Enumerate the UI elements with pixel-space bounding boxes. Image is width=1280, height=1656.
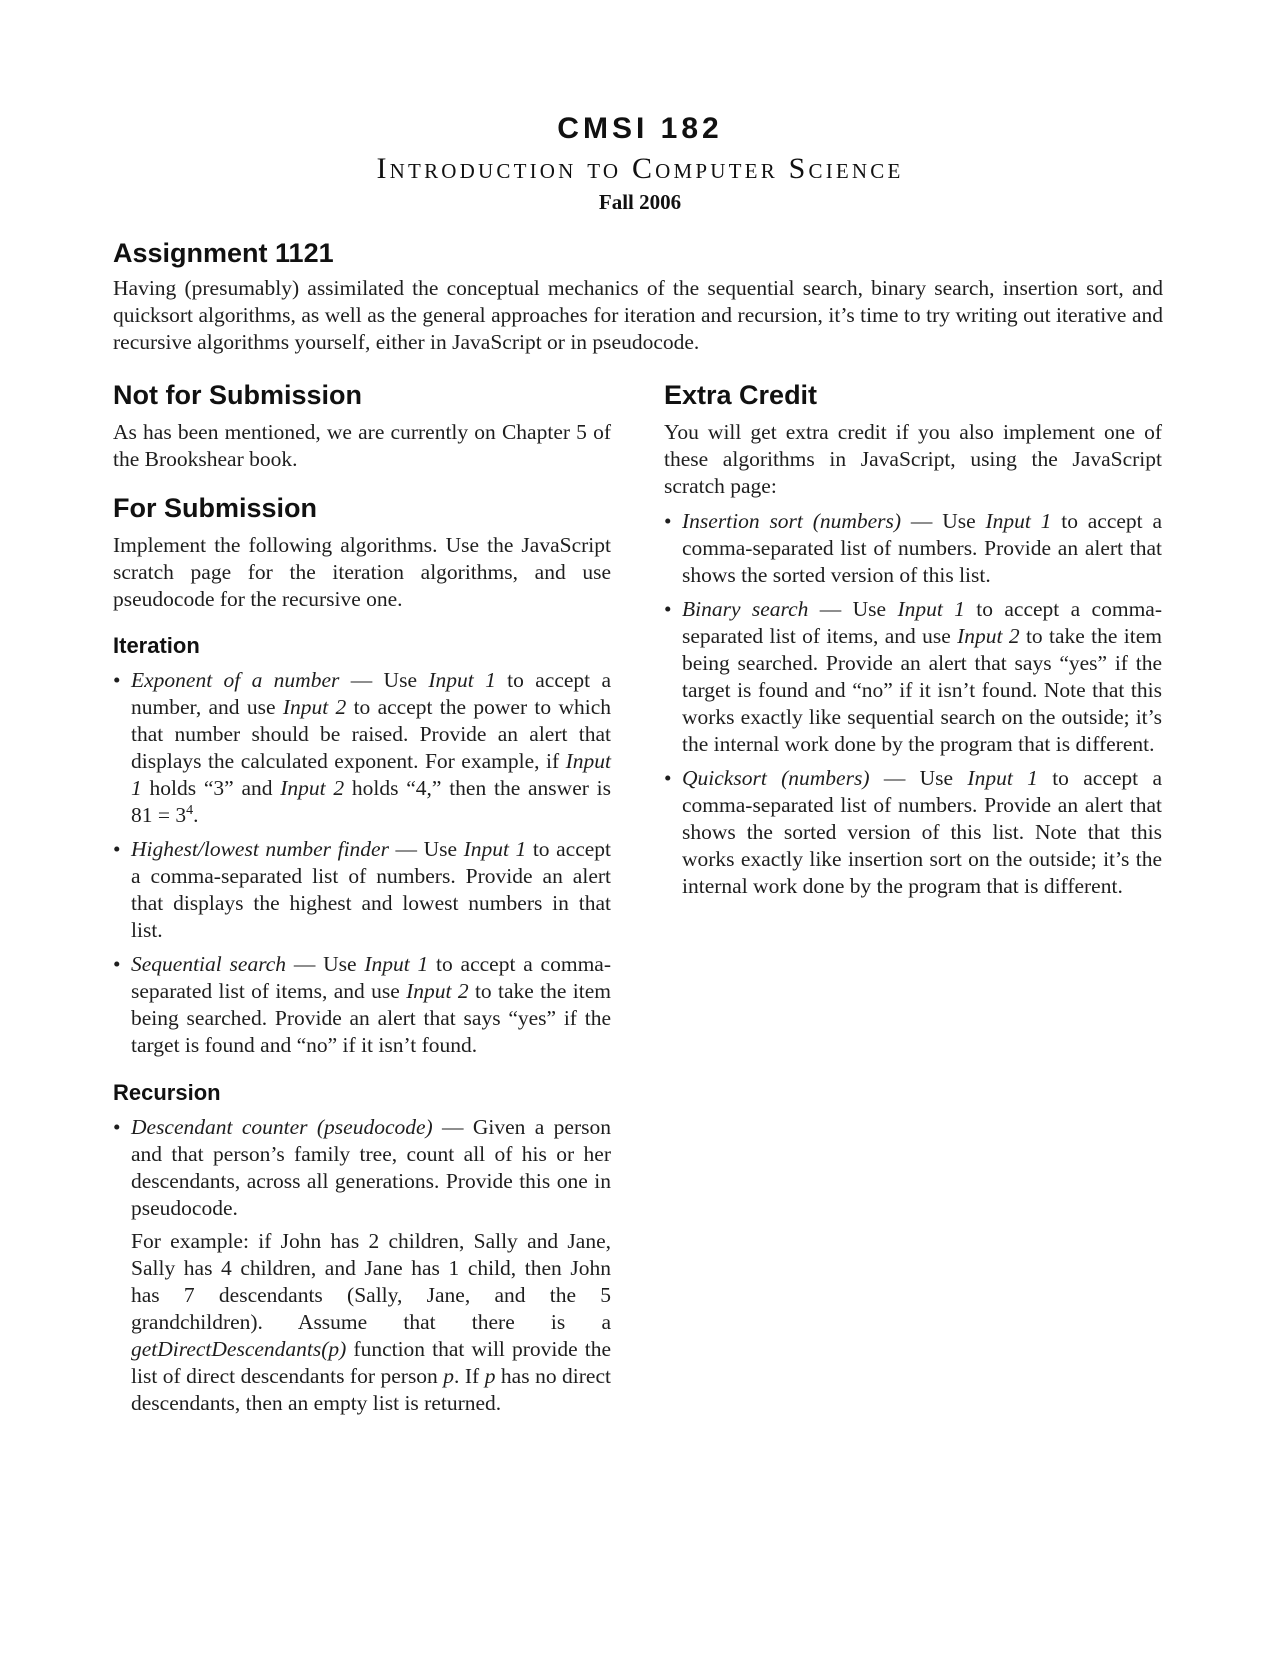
iteration-list xyxy=(113,667,611,1059)
assignment-title: Assignment 1121 xyxy=(113,238,334,268)
assignment-intro: Having (presumably) assimilated the conceptual mechanics of the sequential search, binary search, insertion sort, and quicksort algorithms, as well as the general approaches for iteration and recursion, it’s time to try writing out iterative and recursive algorithms yourself, either in JavaScript or in pseudocode. xyxy=(113,276,1163,354)
bullet-icon: • xyxy=(113,837,121,861)
function-name: getDirectDescendants(p) xyxy=(131,1337,347,1361)
item-name: Descendant counter (pseudocode) xyxy=(131,1115,433,1139)
extra-credit-title: Extra Credit xyxy=(664,380,818,410)
list-item: • Quicksort (numbers) — Use Input 1 to accept a comma-separated list of numbers. Provide an alert that shows the sorted version of this list. Note that this works exactly like insertion sort on the outside; it’s the internal work done by the program that is different. xyxy=(664,766,1163,898)
course-code: CMSI 182 xyxy=(557,112,723,145)
bullet-icon: • xyxy=(113,952,121,976)
recursion-example: For example: if John has 2 children, Sally and Jane, Sally has 4 children, and Jane has 1 child, then John has 7 descendants (Sally, Jane, and the 5 grandchildren). Assume that there is a getDirectDescendants(p) function that will provide the list of direct descendants for person p. If p has no direct descendants, then an empty list is returned. xyxy=(131,1229,611,1415)
not-for-submission-title: Not for Submission xyxy=(113,380,362,410)
list-item: • Binary search — Use Input 1 to accept a comma-separated list of items, and use Input 2 to take the item being searched. Provide an alert that says “yes” if the target is found and “no” if it isn’t found. Note that this works exactly like sequential search on the outside; it’s the internal work done by the program that is different. xyxy=(664,597,1162,756)
bullet-icon: • xyxy=(664,597,672,621)
list-item: • Highest/lowest number finder — Use Input 1 to accept a comma-separated list of numbers. Provide an alert that displays the highest and lowest numbers in that list. xyxy=(113,837,612,942)
for-submission-text: Implement the following algorithms. Use the JavaScript scratch page for the iteration algorithms, and use pseudocode for the recursive one. xyxy=(113,533,611,611)
item-name: Highest/lowest number finder xyxy=(131,837,389,861)
iteration-title: Iteration xyxy=(113,633,200,658)
recursion-list xyxy=(113,1114,611,1417)
bullet-icon: • xyxy=(113,1115,121,1139)
term: Fall 2006 xyxy=(598,190,682,214)
list-item: • Exponent of a number — Use Input 1 to accept a number, and use Input 2 to accept the power to which that number should be raised. Provide an alert that displays the calculated exponent. For example, if Input 1 holds “3” and Input 2 holds “4,” then the answer is $81 = 3^4$. xyxy=(113,668,612,827)
list-item: • Sequential search — Use Input 1 to accept a comma-separated list of items, and use Input 2 to take the item being searched. Provide an alert that says “yes” if the target is found and “no” if it isn’t found. xyxy=(113,952,611,1057)
assignment-section xyxy=(113,238,1163,356)
item-name: Exponent of a number xyxy=(131,668,340,692)
for-submission-title: For Submission xyxy=(113,493,318,523)
bullet-icon: • xyxy=(113,668,121,692)
recursion-title: Recursion xyxy=(113,1080,221,1105)
item-name: Quicksort (numbers) xyxy=(682,766,870,790)
item-name: Sequential search xyxy=(131,952,287,976)
list-item: • Insertion sort (numbers) — Use Input 1 to accept a comma-separated list of numbers. Provide an alert that shows the sorted version of this list. xyxy=(664,509,1163,587)
not-for-submission-text: As has been mentioned, we are currently on Chapter 5 of the Brookshear book. xyxy=(113,420,611,471)
left-column xyxy=(113,380,611,1424)
course-title: Introduction to Computer Science xyxy=(376,152,904,185)
extra-credit-list xyxy=(664,508,1162,900)
list-item: • Descendant counter (pseudocode) — Given a person and that person’s family tree, count all of his or her descendants, across all generations. Provide this one in pseudocode. For example: if John has 2 children, Sally and Jane, Sally has 4 children, and Jane has 1 child, then John has 7 descendants (Sally, Jane, and the 5 grandchildren). Assume that there is a getDirectDescendants(p) function that will provide the list of direct descendants for person p. If p has no direct descendants, then an empty list is returned. xyxy=(113,1115,611,1415)
bullet-icon: • xyxy=(664,766,672,790)
bullet-icon: • xyxy=(664,509,672,533)
item-name: Insertion sort (numbers) xyxy=(682,509,902,533)
right-column xyxy=(664,380,1162,907)
item-name: Binary search xyxy=(682,597,809,621)
extra-credit-text: You will get extra credit if you also implement one of these algorithms in JavaScript, using the JavaScript scratch page: xyxy=(664,420,1162,498)
